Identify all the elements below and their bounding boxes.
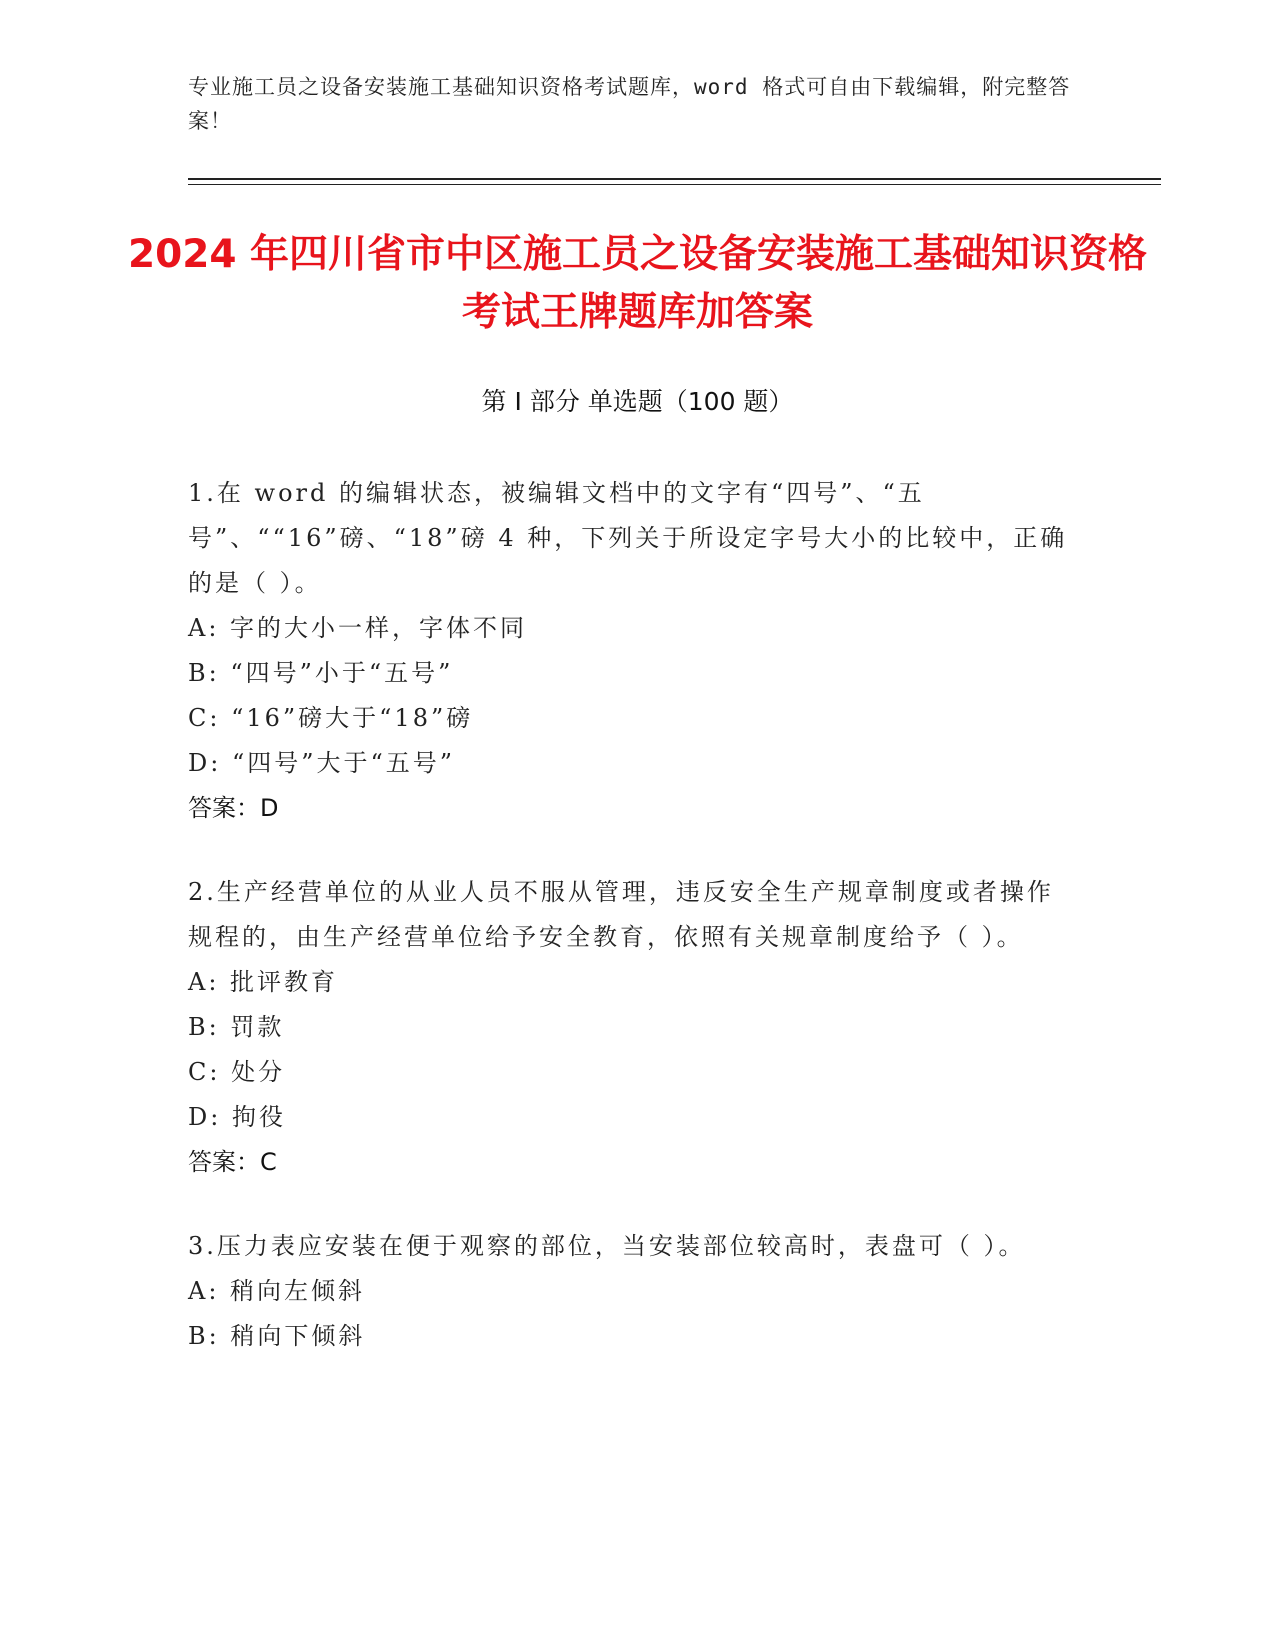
option-b: B: 罚款 [188, 1013, 285, 1041]
answer: 答案：C [188, 1148, 277, 1176]
section-title: 第 I 部分 单选题（100 题） [481, 387, 794, 416]
header-note: 专业施工员之设备安装施工基础知识资格考试题库，word 格式可自由下载编辑，附完整答案！ [188, 75, 1071, 133]
question-3 [188, 1224, 1068, 1359]
option-c: C: “16”磅大于“18”磅 [188, 704, 474, 732]
header-divider [188, 178, 1161, 180]
option-a: A: 批评教育 [188, 968, 339, 996]
question-text: 3.压力表应安装在便于观察的部位，当安装部位较高时，表盘可（ ）。 [188, 1232, 1026, 1260]
question-text: 2.生产经营单位的从业人员不服从管理，违反安全生产规章制度或者操作规程的，由生产经营单位给予安全教育，依照有关规章制度给予（ ）。 [188, 878, 1054, 951]
option-a: A: 稍向左倾斜 [188, 1277, 366, 1305]
question-list [188, 471, 1068, 1398]
option-c: C: 处分 [188, 1058, 286, 1086]
question-2 [188, 870, 1068, 1185]
document-title: 2024 年四川省市中区施工员之设备安装施工基础知识资格考试王牌题库加答案 [127, 232, 1148, 335]
answer: 答案：D [188, 794, 279, 822]
option-d: D: 拘役 [188, 1103, 286, 1131]
option-d: D: “四号”大于“五号” [188, 749, 456, 777]
question-1 [188, 471, 1068, 831]
option-a: A: 字的大小一样，字体不同 [188, 614, 528, 642]
option-b: B: 稍向下倾斜 [188, 1322, 366, 1350]
question-text: 1.在 word 的编辑状态，被编辑文档中的文字有“四号”、“五号”、““16”磅、“18”磅 4 种，下列关于所设定字号大小的比较中，正确的是（ ）。 [188, 479, 1068, 597]
option-b: B: “四号”小于“五号” [188, 659, 454, 687]
header-divider-thin [188, 184, 1161, 185]
